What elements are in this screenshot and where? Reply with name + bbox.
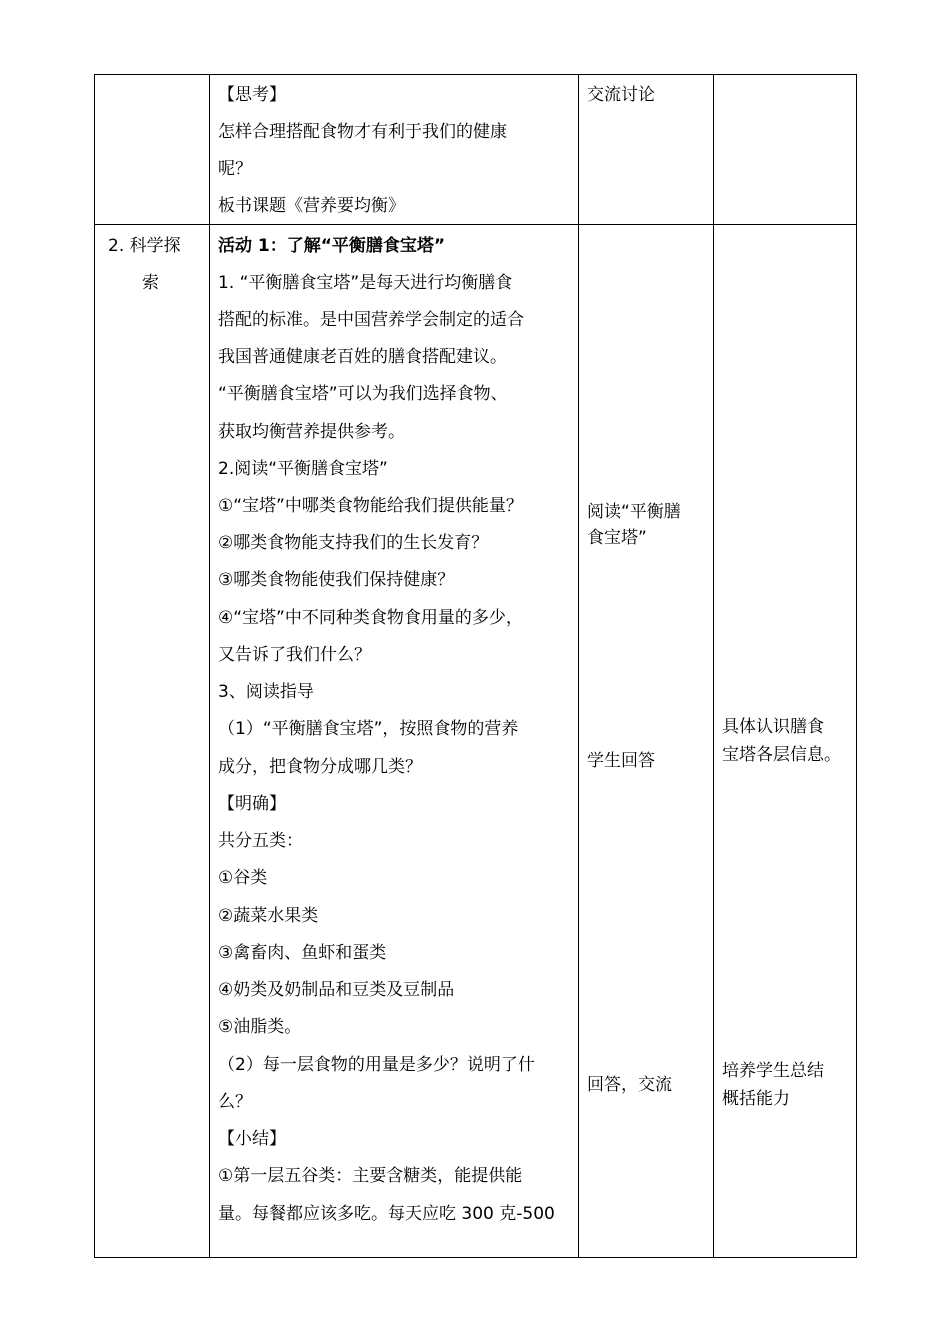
content-line: 成分，把食物分成哪几类？ bbox=[218, 757, 422, 777]
step-label-line2: 索 bbox=[142, 273, 159, 293]
activity-title: 活动 1：了解“平衡膳食宝塔” bbox=[218, 236, 446, 256]
think-question-line1: 怎样合理搭配食物才有利于我们的健康 bbox=[218, 122, 507, 142]
content-line: 又告诉了我们什么？ bbox=[218, 645, 371, 665]
column-divider-3 bbox=[713, 74, 714, 1258]
content-line: ②蔬菜水果类 bbox=[218, 906, 319, 926]
design-intent-2-line1: 培养学生总结 bbox=[722, 1061, 824, 1081]
content-line: 【小结】 bbox=[218, 1129, 286, 1149]
content-line: “平衡膳食宝塔”可以为我们选择食物、 bbox=[218, 384, 508, 404]
student-activity-read-line1: 阅读“平衡膳 bbox=[587, 502, 681, 522]
content-line: 获取均衡营养提供参考。 bbox=[218, 422, 405, 442]
content-line: 3、阅读指导 bbox=[218, 682, 314, 702]
content-line: ④“宝塔”中不同种类食物食用量的多少， bbox=[218, 608, 523, 628]
content-line: ①“宝塔”中哪类食物能给我们提供能量？ bbox=[218, 496, 523, 516]
content-line: 【明确】 bbox=[218, 794, 286, 814]
think-question-line2: 呢？ bbox=[218, 159, 252, 179]
content-line: 搭配的标准。是中国营养学会制定的适合 bbox=[218, 310, 524, 330]
content-line: ④奶类及奶制品和豆类及豆制品 bbox=[218, 980, 455, 1000]
column-divider-2 bbox=[578, 74, 579, 1258]
student-activity-answer-discuss: 回答，交流 bbox=[587, 1075, 672, 1095]
content-line: 2.阅读“平衡膳食宝塔” bbox=[218, 459, 388, 479]
content-line: （2）每一层食物的用量是多少？说明了什 bbox=[218, 1055, 535, 1075]
column-divider-1 bbox=[209, 74, 210, 1258]
content-line: 1. “平衡膳食宝塔”是每天进行均衡膳食 bbox=[218, 273, 513, 293]
step-label-line1: 2. 科学探 bbox=[108, 236, 181, 256]
student-activity-discuss: 交流讨论 bbox=[587, 85, 655, 105]
student-activity-read-line2: 食宝塔” bbox=[587, 528, 647, 548]
content-line: （1）“平衡膳食宝塔”，按照食物的营养 bbox=[218, 719, 519, 739]
content-line: ①谷类 bbox=[218, 868, 268, 888]
content-line: ⑤油脂类。 bbox=[218, 1017, 302, 1037]
content-line: ③哪类食物能使我们保持健康？ bbox=[218, 570, 455, 590]
design-intent-1-line1: 具体认识膳食 bbox=[722, 717, 824, 737]
table-left-border bbox=[94, 74, 95, 1258]
content-line: 共分五类： bbox=[218, 831, 303, 851]
student-activity-answer: 学生回答 bbox=[587, 751, 655, 771]
design-intent-1-line2: 宝塔各层信息。 bbox=[722, 745, 841, 765]
table-right-border bbox=[856, 74, 857, 1258]
content-line: ②哪类食物能支持我们的生长发育？ bbox=[218, 533, 489, 553]
design-intent-2-line2: 概括能力 bbox=[722, 1089, 790, 1109]
think-heading: 【思考】 bbox=[218, 85, 286, 105]
content-line: ①第一层五谷类：主要含糖类，能提供能 bbox=[218, 1166, 523, 1186]
content-line: 量。每餐都应该多吃。每天应吃 300 克-500 bbox=[218, 1204, 555, 1224]
content-line: 么？ bbox=[218, 1092, 252, 1112]
lesson-title-line: 板书课题《营养要均衡》 bbox=[218, 196, 405, 216]
content-line: ③禽畜肉、鱼虾和蛋类 bbox=[218, 943, 387, 963]
content-line: 我国普通健康老百姓的膳食搭配建议。 bbox=[218, 347, 507, 367]
